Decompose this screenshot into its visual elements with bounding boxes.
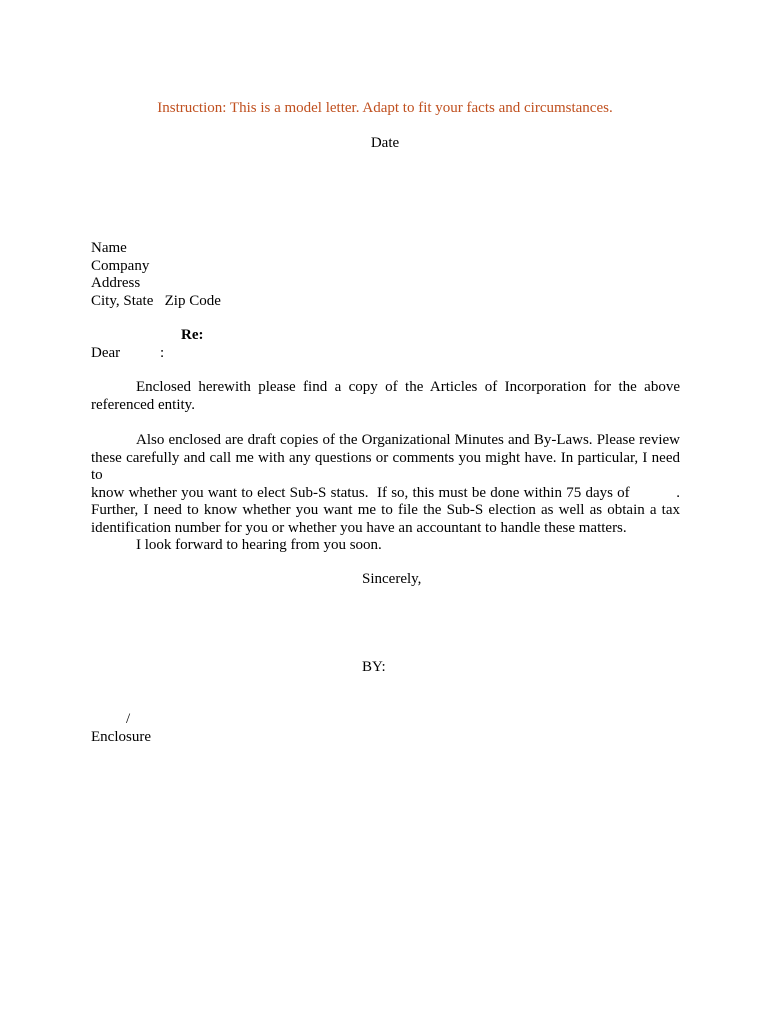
- signature-by-label: BY:: [362, 659, 386, 675]
- recipient-city-state-zip: City, State Zip Code: [91, 292, 221, 309]
- salutation: [91, 345, 165, 362]
- recipient-address-block: [91, 240, 221, 310]
- recipient-name: Name: [91, 240, 127, 256]
- paragraph-draft-copies: [91, 432, 680, 537]
- re-label: Re:: [181, 327, 204, 343]
- paragraph-enclosed-articles: [91, 379, 680, 414]
- letter-date: Date: [370, 135, 400, 151]
- p2-line-5: identification number for you or whether you have an accountant to handle these matters.: [91, 519, 627, 536]
- p2-line-1: Also enclosed are draft copies of the Organizational Minutes and By-Laws. Please review: [136, 432, 680, 448]
- p2-line-3: know whether you want to elect Sub-S status. If so, this must be done within 75 days of .: [91, 484, 680, 501]
- recipient-address: Address: [91, 275, 141, 291]
- closing-sincerely: Sincerely,: [362, 571, 422, 587]
- p1-line-1: Enclosed herewith please find a copy of the Articles of Incorporation for the above: [136, 379, 680, 395]
- p2-line-2: these carefully and call me with any questions or comments you might have. In particular, I need to: [91, 449, 680, 483]
- salutation-dear: Dear: [91, 345, 121, 361]
- salutation-colon: :: [160, 345, 165, 361]
- instruction-note: Instruction: This is a model letter. Adapt to fit your facts and circumstances.: [157, 100, 613, 116]
- paragraph-closing-remark: [91, 537, 680, 555]
- initials-separator: /: [126, 711, 131, 727]
- recipient-company: Company: [91, 257, 150, 274]
- p2-line-4: Further, I need to know whether you want me to file the Sub-S election as well as obtain a tax: [91, 502, 680, 518]
- p3-text: I look forward to hearing from you soon.: [136, 537, 382, 553]
- enclosure-label: Enclosure: [91, 729, 151, 745]
- p1-line-2: referenced entity.: [91, 396, 195, 413]
